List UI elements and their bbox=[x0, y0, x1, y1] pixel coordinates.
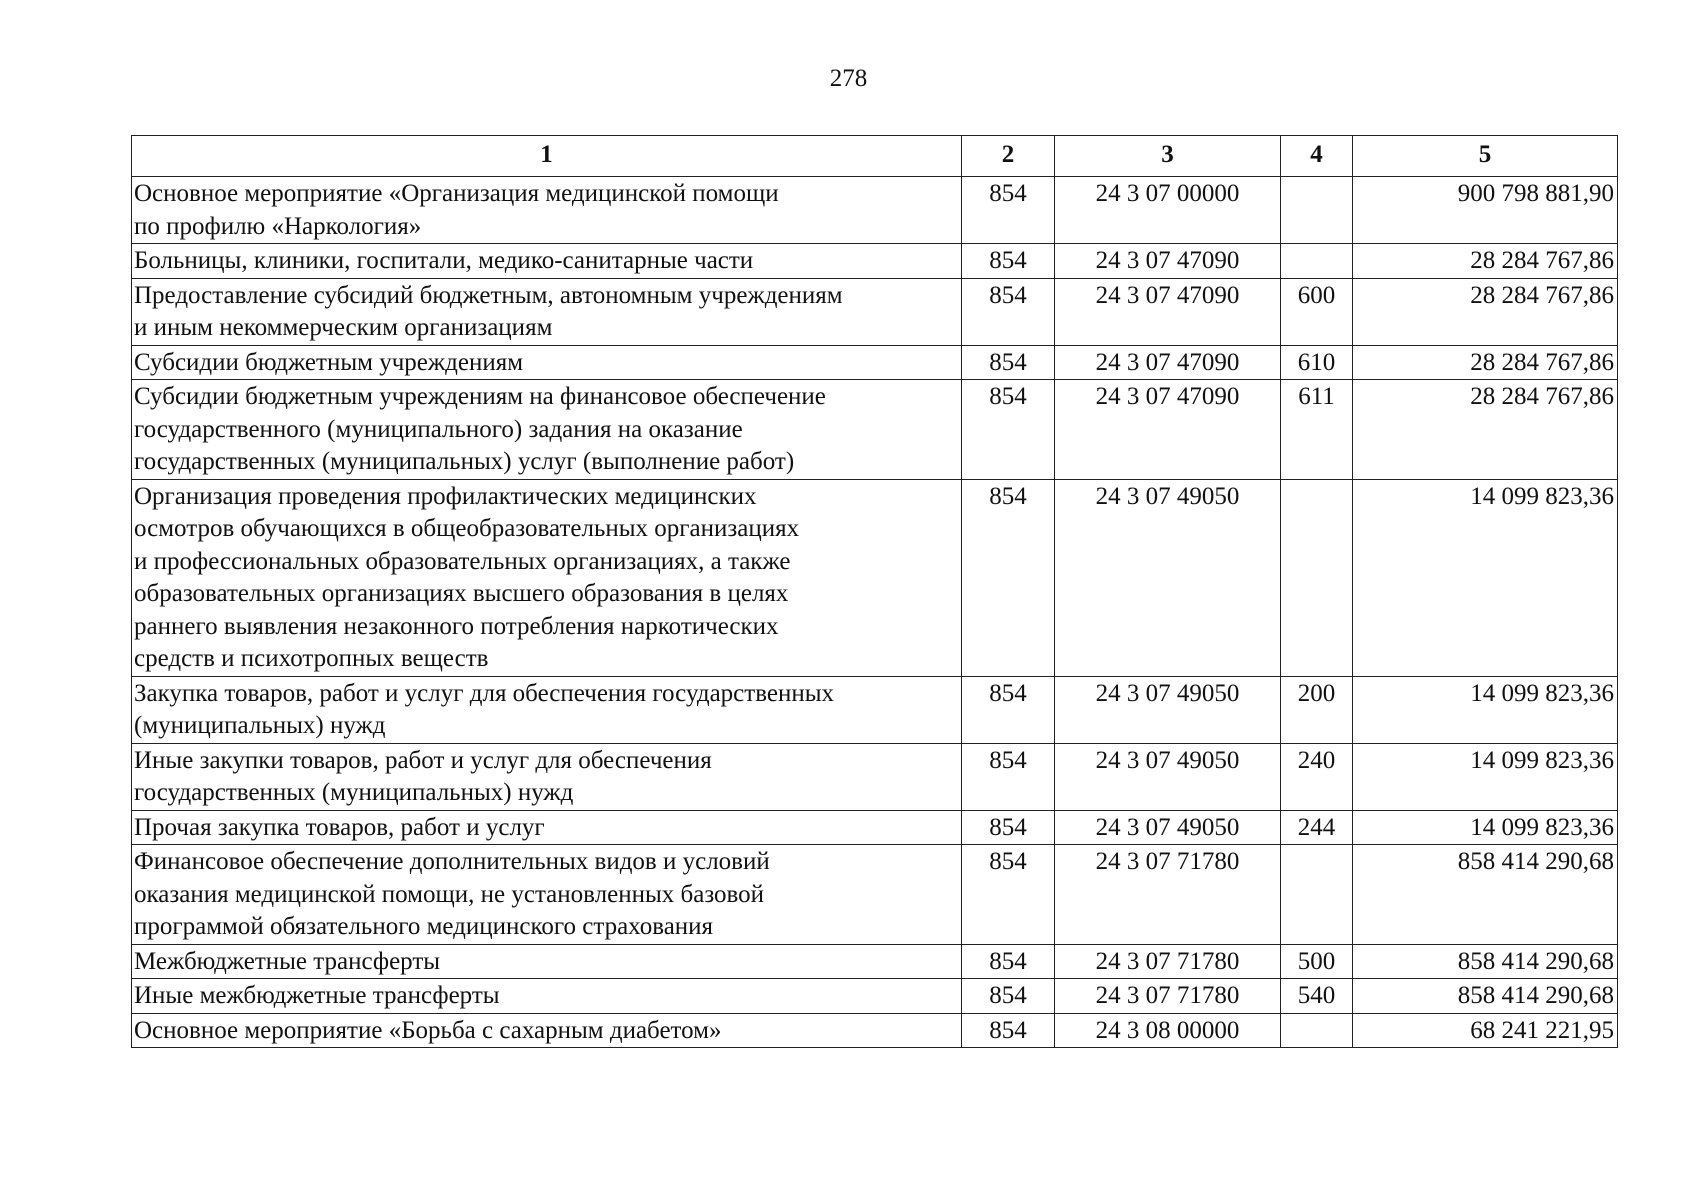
row-code-cell: 854 bbox=[962, 244, 1055, 279]
row-code-cell: 854 bbox=[962, 743, 1055, 810]
row-target-code-cell: 24 3 07 47090 bbox=[1055, 278, 1281, 345]
table-row bbox=[132, 479, 1618, 676]
row-name-cell: Основное мероприятие «Организация медицинской помощи по профилю «Наркология» bbox=[132, 177, 962, 244]
table-row bbox=[132, 278, 1618, 345]
row-expense-type-cell: 540 bbox=[1281, 979, 1353, 1014]
row-target-code-cell: 24 3 07 71780 bbox=[1055, 845, 1281, 945]
row-name-cell: Финансовое обеспечение дополнительных видов и условий оказания медицинской помощи, не установленных базовой программой обязательного медицинского страхования bbox=[132, 845, 962, 945]
row-code-cell: 854 bbox=[962, 979, 1055, 1014]
table-row bbox=[132, 380, 1618, 480]
table-row bbox=[132, 743, 1618, 810]
row-expense-type-cell: 611 bbox=[1281, 380, 1353, 480]
row-target-code-cell: 24 3 07 71780 bbox=[1055, 944, 1281, 979]
row-target-code-cell: 24 3 07 47090 bbox=[1055, 345, 1281, 380]
table-body bbox=[132, 177, 1618, 1048]
row-code-cell: 854 bbox=[962, 177, 1055, 244]
row-code-cell: 854 bbox=[962, 810, 1055, 845]
row-code-cell: 854 bbox=[962, 380, 1055, 480]
row-amount-cell: 14 099 823,36 bbox=[1353, 743, 1618, 810]
row-name-cell: Предоставление субсидий бюджетным, автономным учреждениям и иным некоммерческим организациям bbox=[132, 278, 962, 345]
table-row bbox=[132, 979, 1618, 1014]
column-header-5: 5 bbox=[1353, 136, 1618, 177]
row-amount-cell: 14 099 823,36 bbox=[1353, 810, 1618, 845]
row-expense-type-cell: 244 bbox=[1281, 810, 1353, 845]
table-row bbox=[132, 676, 1618, 743]
row-name-cell: Иные межбюджетные трансферты bbox=[132, 979, 962, 1014]
row-target-code-cell: 24 3 07 47090 bbox=[1055, 244, 1281, 279]
row-expense-type-cell bbox=[1281, 479, 1353, 676]
row-code-cell: 854 bbox=[962, 1013, 1055, 1048]
row-amount-cell: 28 284 767,86 bbox=[1353, 345, 1618, 380]
column-header-3: 3 bbox=[1055, 136, 1281, 177]
table-row bbox=[132, 177, 1618, 244]
row-code-cell: 854 bbox=[962, 479, 1055, 676]
table-row bbox=[132, 845, 1618, 945]
row-target-code-cell: 24 3 07 00000 bbox=[1055, 177, 1281, 244]
row-amount-cell: 14 099 823,36 bbox=[1353, 676, 1618, 743]
row-name-cell: Закупка товаров, работ и услуг для обеспечения государственных (муниципальных) нужд bbox=[132, 676, 962, 743]
row-code-cell: 854 bbox=[962, 345, 1055, 380]
row-code-cell: 854 bbox=[962, 676, 1055, 743]
column-header-2: 2 bbox=[962, 136, 1055, 177]
row-target-code-cell: 24 3 07 47090 bbox=[1055, 380, 1281, 480]
row-code-cell: 854 bbox=[962, 278, 1055, 345]
row-name-cell: Прочая закупка товаров, работ и услуг bbox=[132, 810, 962, 845]
row-amount-cell: 858 414 290,68 bbox=[1353, 979, 1618, 1014]
row-expense-type-cell bbox=[1281, 244, 1353, 279]
row-expense-type-cell: 200 bbox=[1281, 676, 1353, 743]
row-code-cell: 854 bbox=[962, 944, 1055, 979]
row-target-code-cell: 24 3 07 71780 bbox=[1055, 979, 1281, 1014]
row-amount-cell: 858 414 290,68 bbox=[1353, 845, 1618, 945]
row-amount-cell: 858 414 290,68 bbox=[1353, 944, 1618, 979]
row-target-code-cell: 24 3 07 49050 bbox=[1055, 810, 1281, 845]
row-name-cell: Больницы, клиники, госпитали, медико-санитарные части bbox=[132, 244, 962, 279]
row-name-cell: Основное мероприятие «Борьба с сахарным диабетом» bbox=[132, 1013, 962, 1048]
row-amount-cell: 68 241 221,95 bbox=[1353, 1013, 1618, 1048]
row-target-code-cell: 24 3 08 00000 bbox=[1055, 1013, 1281, 1048]
table-row bbox=[132, 810, 1618, 845]
row-expense-type-cell: 600 bbox=[1281, 278, 1353, 345]
column-header-1: 1 bbox=[132, 136, 962, 177]
row-name-cell: Организация проведения профилактических медицинских осмотров обучающихся в общеобразовательных организациях и профессиональных образовательных организациях, а также образовательных организациях высшего образования в целях раннего выявления незаконного потребления наркотических средств и психотропных веществ bbox=[132, 479, 962, 676]
table-row bbox=[132, 944, 1618, 979]
row-amount-cell: 14 099 823,36 bbox=[1353, 479, 1618, 676]
row-amount-cell: 28 284 767,86 bbox=[1353, 244, 1618, 279]
row-amount-cell: 900 798 881,90 bbox=[1353, 177, 1618, 244]
row-target-code-cell: 24 3 07 49050 bbox=[1055, 479, 1281, 676]
row-expense-type-cell bbox=[1281, 845, 1353, 945]
table-row bbox=[132, 345, 1618, 380]
budget-table bbox=[131, 135, 1618, 1048]
table-row bbox=[132, 244, 1618, 279]
row-name-cell: Субсидии бюджетным учреждениям bbox=[132, 345, 962, 380]
page-number: 278 bbox=[829, 65, 868, 92]
row-name-cell: Межбюджетные трансферты bbox=[132, 944, 962, 979]
row-amount-cell: 28 284 767,86 bbox=[1353, 380, 1618, 480]
row-name-cell: Субсидии бюджетным учреждениям на финансовое обеспечение государственного (муниципального) задания на оказание государственных (муниципальных) услуг (выполнение работ) bbox=[132, 380, 962, 480]
row-target-code-cell: 24 3 07 49050 bbox=[1055, 743, 1281, 810]
row-expense-type-cell: 610 bbox=[1281, 345, 1353, 380]
row-target-code-cell: 24 3 07 49050 bbox=[1055, 676, 1281, 743]
column-header-4: 4 bbox=[1281, 136, 1353, 177]
row-expense-type-cell: 240 bbox=[1281, 743, 1353, 810]
row-expense-type-cell bbox=[1281, 177, 1353, 244]
row-amount-cell: 28 284 767,86 bbox=[1353, 278, 1618, 345]
row-name-cell: Иные закупки товаров, работ и услуг для обеспечения государственных (муниципальных) нужд bbox=[132, 743, 962, 810]
row-expense-type-cell: 500 bbox=[1281, 944, 1353, 979]
row-expense-type-cell bbox=[1281, 1013, 1353, 1048]
table-header-row bbox=[132, 136, 1618, 177]
table-row bbox=[132, 1013, 1618, 1048]
row-code-cell: 854 bbox=[962, 845, 1055, 945]
